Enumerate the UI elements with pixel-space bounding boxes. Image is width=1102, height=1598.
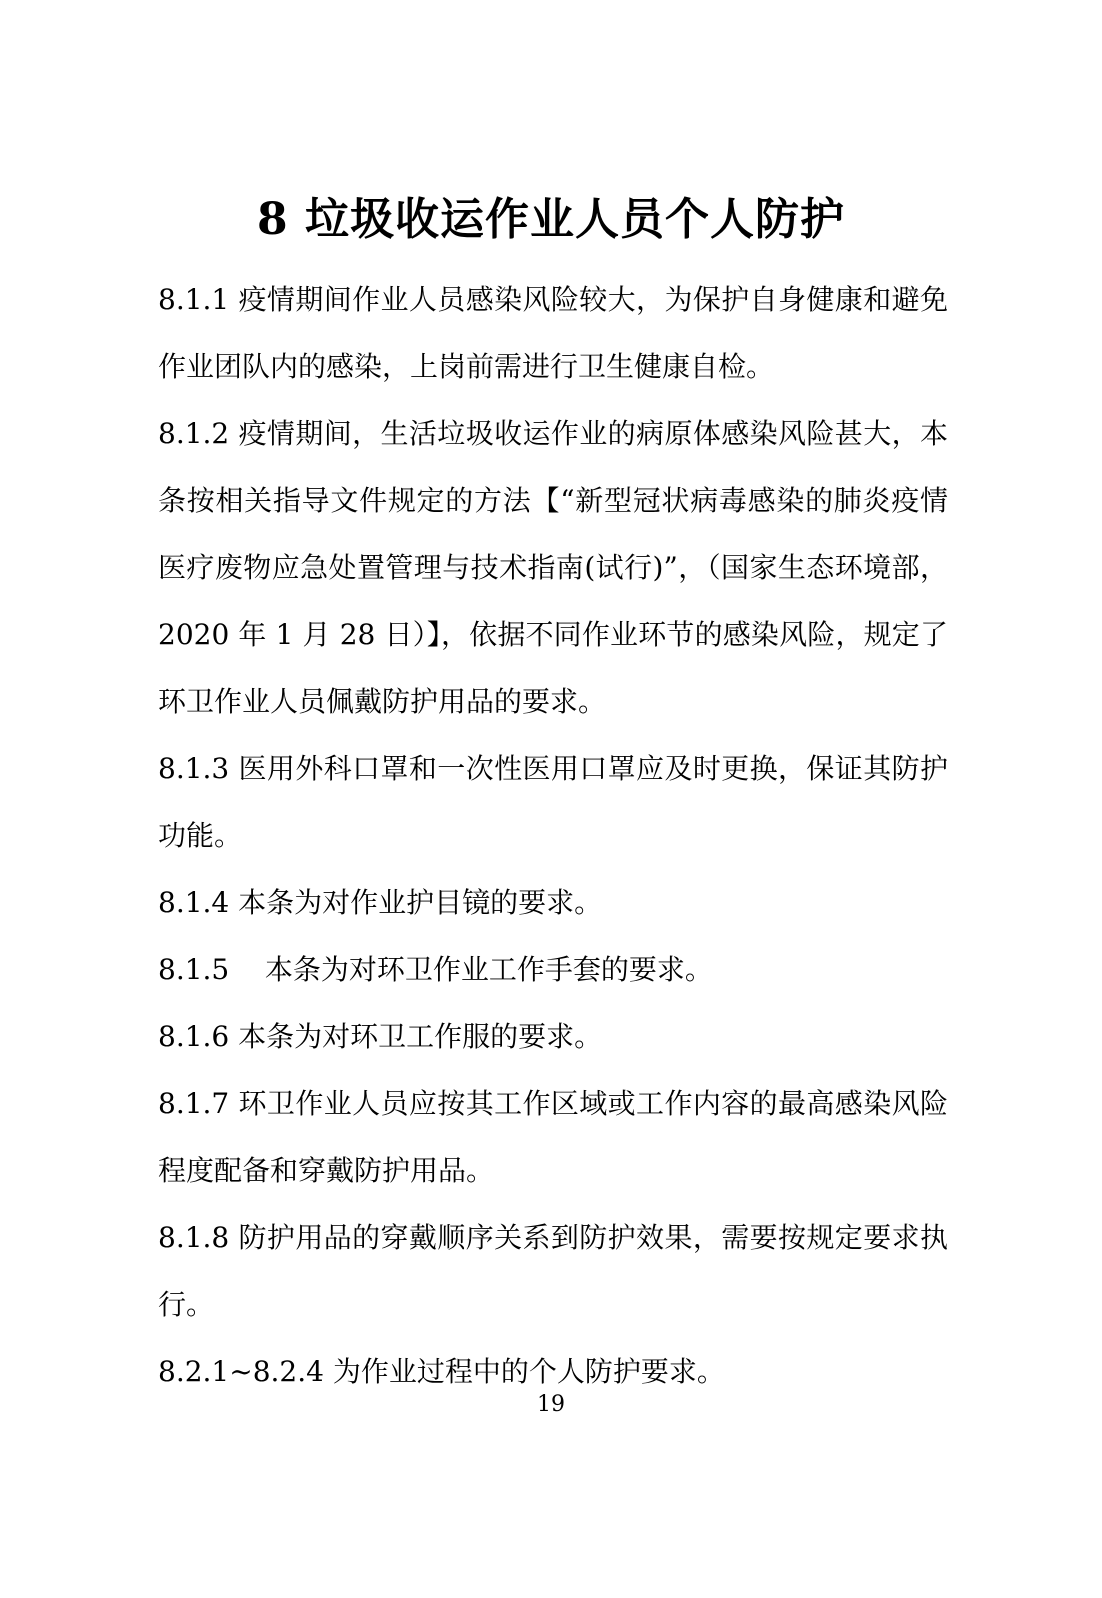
page-number: 19: [537, 1392, 565, 1417]
paragraph-8-2-1-to-8-2-4: 8.2.1~8.2.4 为作业过程中的个人防护要求。: [158, 1355, 725, 1388]
paragraph-8-1-5: 8.1.5 本条为对环卫作业工作手套的要求。: [158, 953, 713, 986]
paragraph-8-1-2: 8.1.2 疫情期间，生活垃圾收运作业的病原体感染风险甚大，本条按相关指导文件规定的方法【“新型冠状病毒感染的肺炎疫情医疗废物应急处置管理与技术指南(试行)”，（国家生态环境部，2020 年 1 月 28 日）】，依据不同作业环节的感染风险，规定了环卫作业人员佩戴防护用品的要求。: [158, 417, 948, 718]
paragraph-8-1-1: 8.1.1 疫情期间作业人员感染风险较大，为保护自身健康和避免作业团队内的感染，上岗前需进行卫生健康自检。: [158, 283, 948, 383]
paragraph-8-1-8: 8.1.8 防护用品的穿戴顺序关系到防护效果，需要按规定要求执行。: [158, 1221, 948, 1321]
paragraph-8-1-3: 8.1.3 医用外科口罩和一次性医用口罩应及时更换，保证其防护功能。: [158, 752, 948, 852]
paragraph-8-1-6: 8.1.6 本条为对环卫工作服的要求。: [158, 1020, 603, 1053]
section-title: 8 垃圾收运作业人员个人防护: [257, 194, 845, 245]
paragraph-8-1-7: 8.1.7 环卫作业人员应按其工作区域或工作内容的最高感染风险程度配备和穿戴防护用品。: [158, 1087, 948, 1187]
paragraph-8-1-4: 8.1.4 本条为对作业护目镜的要求。: [158, 886, 603, 919]
document-body: [158, 266, 948, 1405]
